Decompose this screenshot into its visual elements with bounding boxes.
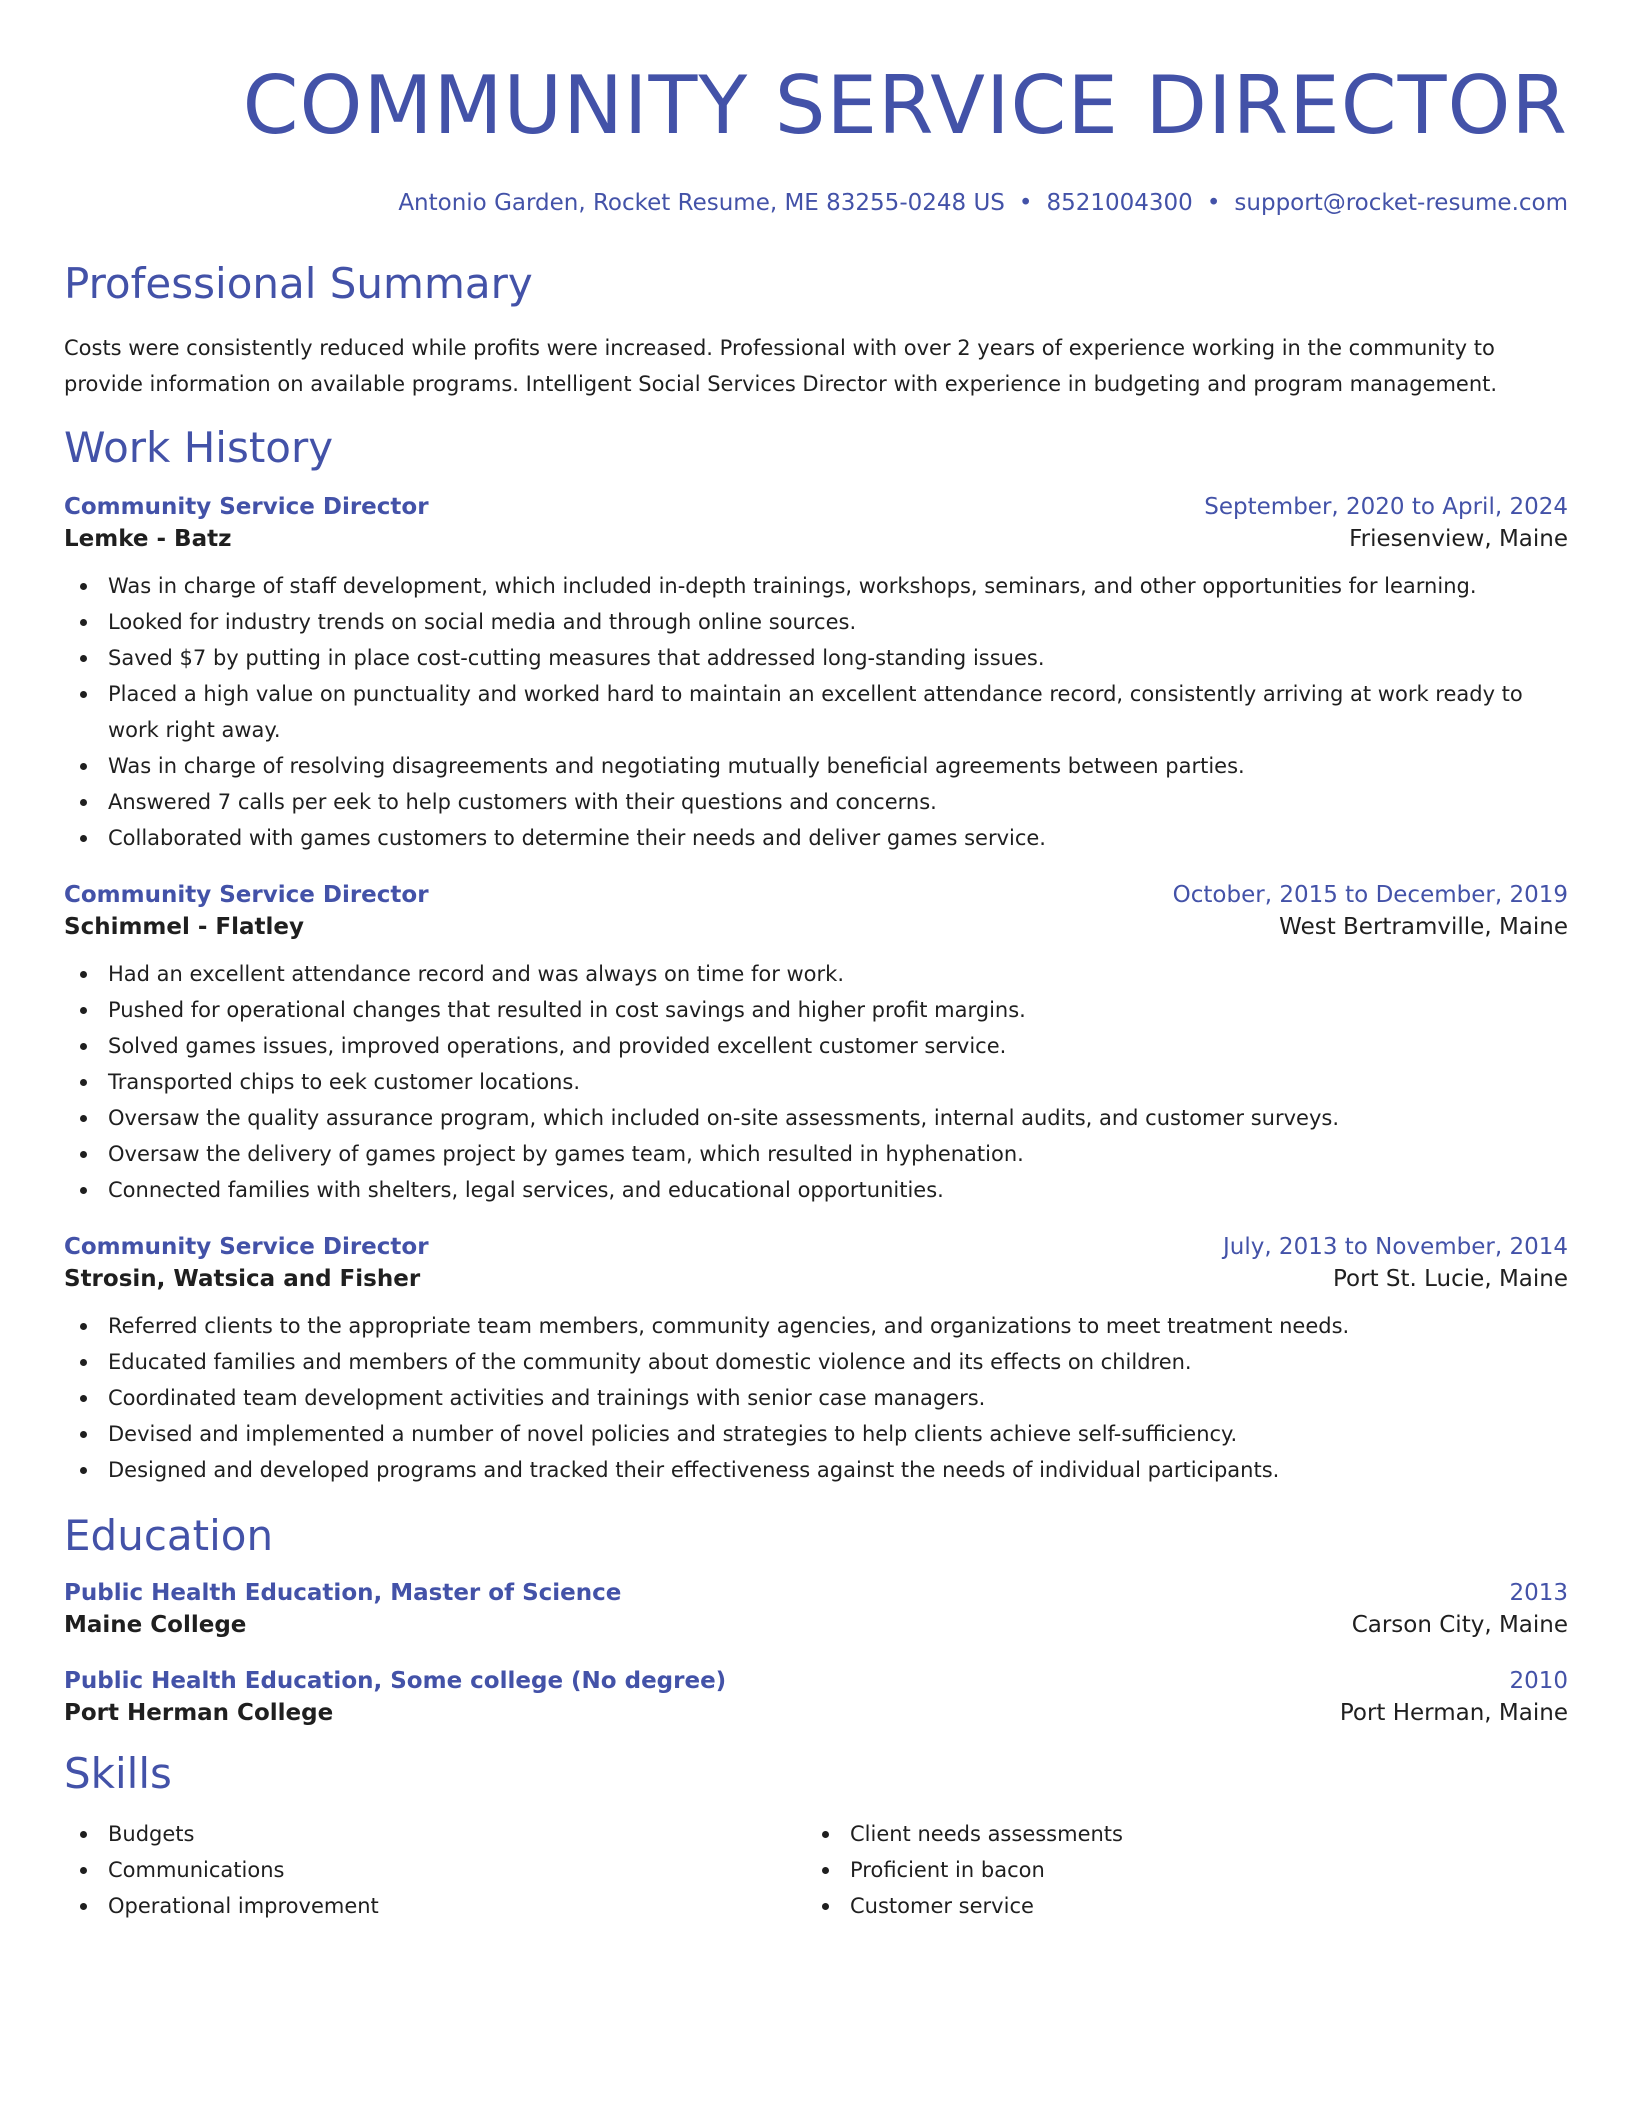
job-location: West Bertramville, Maine — [1279, 914, 1568, 940]
bullet-item: Transported chips to eek customer locations. — [64, 1064, 1568, 1100]
job-dates: September, 2020 to April, 2024 — [1204, 494, 1568, 520]
education-header-row — [64, 1580, 1568, 1606]
skill-item: Client needs assessments — [806, 1816, 1548, 1852]
education-year: 2013 — [1509, 1580, 1568, 1606]
bullet-item: Answered 7 calls per eek to help customers with their questions and concerns. — [64, 784, 1568, 820]
bullet-item: Placed a high value on punctuality and worked hard to maintain an excellent attendance record, consistently arriving at work ready to work right away. — [64, 676, 1568, 748]
job-company-row — [64, 914, 1568, 940]
education-header-row — [64, 1668, 1568, 1694]
job-entry — [64, 882, 1568, 1208]
skill-item: Customer service — [806, 1888, 1548, 1924]
bullet-item: Oversaw the quality assurance program, which included on-site assessments, internal audits, and customer surveys. — [64, 1100, 1568, 1136]
summary-heading: Professional Summary — [64, 259, 533, 308]
job-company: Strosin, Watsica and Fisher — [64, 1266, 421, 1292]
bullet-item: Referred clients to the appropriate team members, community agencies, and organizations to meet treatment needs. — [64, 1308, 1568, 1344]
skill-item: Communications — [64, 1852, 806, 1888]
education-school-row — [64, 1700, 1568, 1726]
bullet-item: Solved games issues, improved operations, and provided excellent customer service. — [64, 1028, 1568, 1064]
job-header-row — [64, 494, 1568, 520]
education-degree: Public Health Education, Master of Science — [64, 1580, 622, 1606]
bullet-item: Pushed for operational changes that resulted in cost savings and higher profit margins. — [64, 992, 1568, 1028]
bullet-item: Devised and implemented a number of novel policies and strategies to help clients achieve self-sufficiency. — [64, 1416, 1568, 1452]
contact-address: Antonio Garden, Rocket Resume, ME 83255-0248 US — [398, 190, 1005, 216]
education-entry — [64, 1580, 1568, 1638]
skills-column-right — [806, 1816, 1548, 1924]
education-location: Carson City, Maine — [1351, 1612, 1568, 1638]
job-entry — [64, 494, 1568, 856]
job-location: Port St. Lucie, Maine — [1333, 1266, 1568, 1292]
education-degree: Public Health Education, Some college (No degree) — [64, 1668, 727, 1694]
education-school-row — [64, 1612, 1568, 1638]
bullet-item: Looked for industry trends on social media and through online sources. — [64, 604, 1568, 640]
bullet-item: Was in charge of staff development, which included in-depth trainings, workshops, seminars, and other opportunities for learning. — [64, 568, 1568, 604]
job-title: Community Service Director — [64, 1234, 429, 1260]
job-company: Lemke - Batz — [64, 526, 232, 552]
bullet-item: Had an excellent attendance record and was always on time for work. — [64, 956, 1568, 992]
skill-item: Proficient in bacon — [806, 1852, 1548, 1888]
job-entry — [64, 1234, 1568, 1488]
bullet-item: Oversaw the delivery of games project by games team, which resulted in hyphenation. — [64, 1136, 1568, 1172]
job-company-row — [64, 1266, 1568, 1292]
skills-heading: Skills — [64, 1749, 172, 1798]
education-year: 2010 — [1509, 1668, 1568, 1694]
job-company-row — [64, 526, 1568, 552]
bullet-item: Designed and developed programs and tracked their effectiveness against the needs of individual participants. — [64, 1452, 1568, 1488]
education-entry — [64, 1668, 1568, 1726]
job-bullets — [64, 956, 1568, 1208]
resume-content — [64, 0, 1568, 1924]
bullet-item: Saved $7 by putting in place cost-cutting measures that addressed long-standing issues. — [64, 640, 1568, 676]
skill-item: Operational improvement — [64, 1888, 806, 1924]
education-heading: Education — [64, 1511, 274, 1560]
job-title: Community Service Director — [64, 882, 429, 908]
contact-phone: 8521004300 — [1046, 190, 1193, 216]
bullet-item: Connected families with shelters, legal services, and educational opportunities. — [64, 1172, 1568, 1208]
education-school: Maine College — [64, 1612, 247, 1638]
job-company: Schimmel - Flatley — [64, 914, 305, 940]
summary-text: Costs were consistently reduced while profits were increased. Professional with over 2 years of experience working in the community to provide information on available programs. Intelligent Social Services Director with experience in budgeting and program management. — [64, 336, 1498, 396]
work-history-heading: Work History — [64, 423, 334, 472]
contact-line — [64, 188, 1568, 218]
resume-name: COMMUNITY SERVICE DIRECTOR — [242, 59, 1568, 152]
job-bullets — [64, 568, 1568, 856]
education-location: Port Herman, Maine — [1339, 1700, 1568, 1726]
contact-email: support@rocket-resume.com — [1234, 190, 1568, 216]
job-dates: October, 2015 to December, 2019 — [1172, 882, 1568, 908]
skills-list — [64, 1816, 1568, 1924]
skill-item: Budgets — [64, 1816, 806, 1852]
job-header-row — [64, 882, 1568, 908]
contact-separator: • — [1206, 190, 1221, 216]
job-dates: July, 2013 to November, 2014 — [1222, 1234, 1568, 1260]
job-bullets — [64, 1308, 1568, 1488]
education-school: Port Herman College — [64, 1700, 334, 1726]
job-header-row — [64, 1234, 1568, 1260]
contact-separator: • — [1018, 190, 1033, 216]
job-title: Community Service Director — [64, 494, 429, 520]
bullet-item: Educated families and members of the community about domestic violence and its effects on children. — [64, 1344, 1568, 1380]
bullet-item: Coordinated team development activities and trainings with senior case managers. — [64, 1380, 1568, 1416]
job-location: Friesenview, Maine — [1349, 526, 1568, 552]
skills-column-left — [64, 1816, 806, 1924]
bullet-item: Was in charge of resolving disagreements and negotiating mutually beneficial agreements between parties. — [64, 748, 1568, 784]
bullet-item: Collaborated with games customers to determine their needs and deliver games service. — [64, 820, 1568, 856]
